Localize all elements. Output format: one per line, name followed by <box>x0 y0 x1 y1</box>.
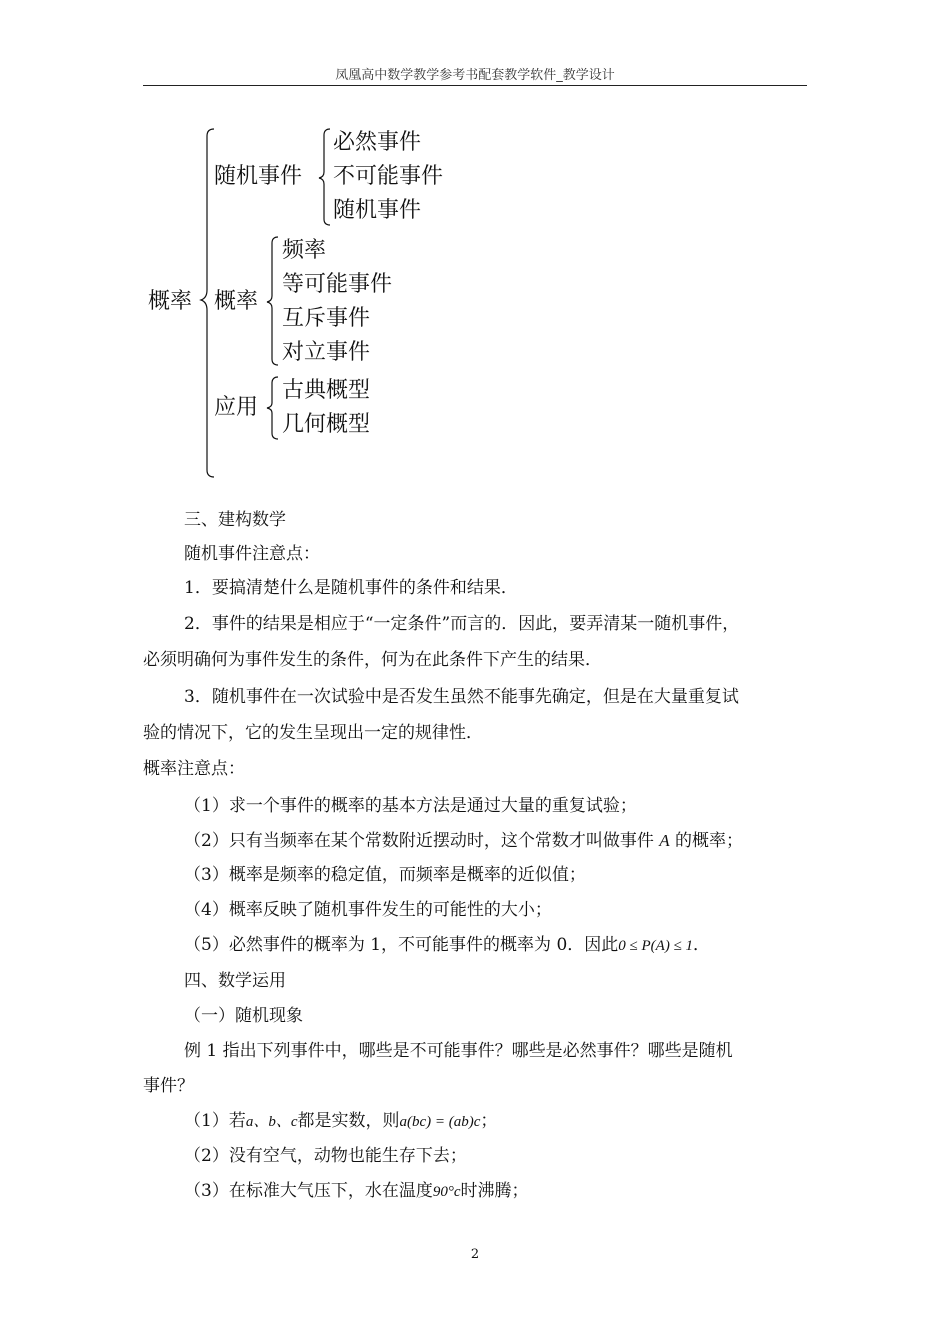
example-item-3 <box>184 1180 528 1203</box>
example-item-1-vars: a、b、c <box>245 1114 298 1130</box>
example-item-2: （2）没有空气，动物也能生存下去； <box>184 1146 467 1166</box>
branch-brace-application <box>265 376 281 440</box>
item-frequency: 频率 <box>282 238 327 263</box>
example-item-1-pre: （1）若 <box>184 1111 246 1131</box>
random-note-2b: 必须明确何为事件发生的条件，何为在此条件下产生的结果． <box>143 650 602 670</box>
subsection-1-title: （一）随机现象 <box>184 1006 303 1026</box>
header-rule <box>143 85 807 86</box>
item-certain-event: 必然事件 <box>333 130 422 155</box>
item-random-event: 随机事件 <box>333 198 422 223</box>
prob-note-5-post: ． <box>693 935 711 955</box>
prob-note-2-var: A <box>659 831 670 850</box>
page-header: 凤凰高中数学教学参考书配套教学软件_教学设计 <box>335 68 615 83</box>
prob-notes-title: 概率注意点： <box>143 759 245 779</box>
example-item-1-post: ； <box>480 1111 498 1131</box>
example-item-3-pre: （3）在标准大气压下，水在温度 <box>184 1181 433 1201</box>
prob-note-5 <box>184 934 710 957</box>
branch-application: 应用 <box>214 395 259 420</box>
example-1b: 事件？ <box>143 1076 194 1096</box>
random-note-3b: 验的情况下，它的发生呈现出一定的规律性． <box>143 723 483 743</box>
random-note-1: 1．要搞清楚什么是随机事件的条件和结果． <box>184 578 518 598</box>
random-note-2a: 2．事件的结果是相应于“一定条件”而言的．因此，要弄清某一随机事件， <box>184 614 740 634</box>
page-number: 2 <box>470 1247 480 1262</box>
item-classical-model: 古典概型 <box>282 378 371 403</box>
random-notes-title: 随机事件注意点： <box>184 544 320 564</box>
tree-root: 概率 <box>148 289 193 314</box>
item-mutually-exclusive: 互斥事件 <box>282 306 371 331</box>
prob-note-5-math: 0 ≤ P(A) ≤ 1 <box>618 938 694 954</box>
branch-brace-probability <box>265 236 281 366</box>
example-item-3-post: 时沸腾； <box>460 1181 529 1201</box>
branch-random-event: 随机事件 <box>214 164 303 189</box>
prob-note-4: （4）概率反映了随机事件发生的可能性的大小； <box>184 900 552 920</box>
example-1a: 例 1 指出下列事件中，哪些是不可能事件？哪些是必然事件？哪些是随机 <box>184 1041 733 1061</box>
branch-probability: 概率 <box>214 289 259 314</box>
prob-note-3: （3）概率是频率的稳定值，而频率是概率的近似值； <box>184 865 586 885</box>
section-4-title: 四、数学运用 <box>184 971 286 991</box>
item-complementary: 对立事件 <box>282 340 371 365</box>
example-item-3-math: 90°c <box>432 1184 461 1200</box>
random-note-3a: 3．随机事件在一次试验中是否发生虽然不能事先确定，但是在大量重复试 <box>184 687 739 707</box>
prob-note-1: （1）求一个事件的概率的基本方法是通过大量的重复试验； <box>184 796 637 816</box>
item-geometric-model: 几何概型 <box>282 412 371 437</box>
prob-note-2 <box>184 830 743 852</box>
item-equally-likely: 等可能事件 <box>282 272 393 297</box>
branch-brace-random <box>317 128 333 226</box>
prob-note-5-pre: （5）必然事件的概率为 1，不可能事件的概率为 0．因此 <box>184 935 619 955</box>
section-3-title: 三、建构数学 <box>184 510 286 530</box>
example-item-1-mid: 都是实数，则 <box>297 1111 400 1131</box>
example-item-1-math: a(bc) = (ab)c <box>399 1114 481 1130</box>
prob-note-2-pre: （2）只有当频率在某个常数附近摆动时，这个常数才叫做事件 <box>184 831 654 851</box>
example-item-1 <box>184 1110 497 1133</box>
prob-note-2-post: 的概率； <box>675 831 744 851</box>
item-impossible-event: 不可能事件 <box>333 164 444 189</box>
